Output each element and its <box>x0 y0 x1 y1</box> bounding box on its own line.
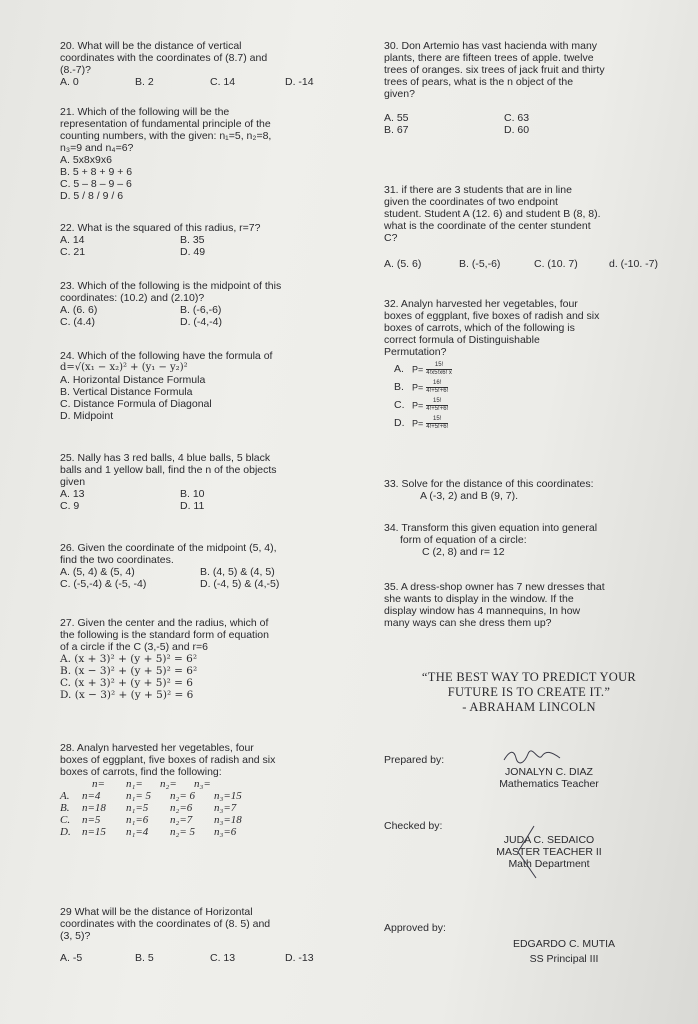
question-text: 23. Which of the following is the midpoint of this <box>60 280 282 292</box>
prepared-by-block <box>384 754 684 790</box>
options <box>60 234 360 258</box>
option-a[interactable]: A. (5. 6) <box>384 258 422 270</box>
question-text: n₃=9 and n₄=6? <box>60 142 134 154</box>
formula-prefix: P= <box>412 418 424 429</box>
question-text: 22. What is the squared of this radius, r=7? <box>60 222 261 234</box>
option-d[interactable]: D. 60 <box>504 124 530 136</box>
question-29 <box>60 906 360 964</box>
option-d[interactable]: D. (x − 3)² + (y + 5)² = 6 <box>60 689 194 701</box>
option-d[interactable]: D. (-4, 5) & (4,-5) <box>200 578 280 590</box>
numerator: 16! <box>426 380 448 388</box>
option-c[interactable]: C. 5 – 8 – 9 – 6 <box>60 178 132 190</box>
question-text: display window has 4 mannequins, In how <box>384 605 581 617</box>
option-b[interactable]: B. 10 <box>180 488 205 500</box>
option-a[interactable]: A. (5, 4) & (5, 4) <box>60 566 135 578</box>
options <box>60 952 360 964</box>
options <box>384 258 684 270</box>
cell: n₃=15 <box>214 790 242 802</box>
option-b[interactable]: B. 5 <box>135 952 154 964</box>
table-row[interactable] <box>60 802 360 814</box>
option-b[interactable]: B. 2 <box>135 76 154 88</box>
question-text: 34. Transform this given equation into general <box>384 522 598 534</box>
question-text: boxes of eggplant, five boxes of radish and six <box>60 754 276 766</box>
row-label: C. <box>60 814 71 826</box>
question-text: 35. A dress-shop owner has 7 new dresses that <box>384 581 605 593</box>
quote-author: - ABRAHAM LINCOLN <box>462 700 596 714</box>
question-text: boxes of carrots, find the following: <box>60 766 222 778</box>
option-b[interactable]: B. 35 <box>180 234 205 246</box>
header-cell: n₃= <box>194 778 211 790</box>
checked-by-department: Math Department <box>508 858 590 870</box>
option-d[interactable]: D. -13 <box>285 952 314 964</box>
cell: n₂= 6 <box>170 790 195 802</box>
cell: n₃=6 <box>214 826 237 838</box>
fraction <box>426 380 448 395</box>
question-22 <box>60 222 360 258</box>
question-20 <box>60 40 360 88</box>
question-text: (8.-7)? <box>60 64 91 76</box>
option-a[interactable]: A. 0 <box>60 76 79 88</box>
numerator: 15! <box>426 362 452 370</box>
cell: n₃=7 <box>214 802 237 814</box>
question-text: Permutation? <box>384 346 447 358</box>
fraction <box>426 362 452 377</box>
option-c[interactable]: C. (10. 7) <box>534 258 578 270</box>
options <box>384 362 684 434</box>
option-label: A. <box>394 363 404 376</box>
cell: n₂=6 <box>170 802 193 814</box>
denominator: 4!x5!x6! x <box>426 370 452 376</box>
question-text: A (-3, 2) and B (9, 7). <box>420 490 519 502</box>
option-c[interactable]: C. 14 <box>210 76 236 88</box>
question-text: 27. Given the center and the radius, which of <box>60 617 269 629</box>
option-b[interactable]: B. 5 + 8 + 9 + 6 <box>60 166 133 178</box>
numerator: 15! <box>426 398 448 406</box>
row-label: D. <box>60 826 71 838</box>
prepared-by-label: Prepared by: <box>384 754 445 766</box>
checked-by-name: JUDA C. SEDAICO <box>503 834 595 846</box>
option-b[interactable]: B. (-5,-6) <box>459 258 501 270</box>
question-text: correct formula of Distinguishable <box>384 334 540 346</box>
table-row[interactable] <box>60 826 360 838</box>
option-c[interactable]: C. 9 <box>60 500 80 512</box>
question-text: 29 What will be the distance of Horizontal <box>60 906 253 918</box>
option-label: D. <box>394 417 405 430</box>
table-row[interactable] <box>60 790 360 802</box>
option-d[interactable]: D. 49 <box>180 246 206 258</box>
option-c[interactable]: C. 21 <box>60 246 86 258</box>
option-a[interactable] <box>394 362 684 380</box>
question-text: find the two coordinates. <box>60 554 174 566</box>
option-b[interactable]: B. Vertical Distance Formula <box>60 386 193 398</box>
formula-prefix: P= <box>412 364 424 375</box>
question-text: many ways can she dress them up? <box>384 617 552 629</box>
question-32 <box>384 298 684 434</box>
option-d[interactable]: D. 5 / 8 / 9 / 6 <box>60 190 124 202</box>
option-a[interactable]: A. 14 <box>60 234 85 246</box>
question-text: student. Student A (12. 6) and student B (8, 8). <box>384 208 601 220</box>
prepared-by-name: JONALYN C. DIAZ <box>505 766 593 778</box>
question-text: the following is the standard form of equation <box>60 629 269 641</box>
question-text: given the coordinates of two endpoint <box>384 196 558 208</box>
row-label: A. <box>60 790 70 802</box>
cell: n=15 <box>82 826 106 838</box>
cell: n₁=5 <box>126 802 149 814</box>
question-27 <box>60 617 360 701</box>
denominator: 4!+5!+6! <box>426 388 449 394</box>
cell: n₂=7 <box>170 814 193 826</box>
question-text: coordinates with the coordinates of (8.7) and <box>60 52 268 64</box>
numerator: 15! <box>426 416 448 424</box>
option-a[interactable]: A. Horizontal Distance Formula <box>60 374 206 386</box>
question-text: trees of pears, what is the n object of the <box>384 76 574 88</box>
denominator: 4!+5!+6! <box>426 406 449 412</box>
question-text: 32. Analyn harvested her vegetables, four <box>384 298 578 310</box>
option-c[interactable]: C. (4.4) <box>60 316 96 328</box>
question-33 <box>384 478 684 502</box>
question-text: 20. What will be the distance of vertical <box>60 40 242 52</box>
option-a[interactable]: A. 55 <box>384 112 409 124</box>
option-c[interactable]: C. (x + 3)² + (y + 5)² = 6 <box>60 677 193 689</box>
question-text: counting numbers, with the given: n₁=5, n₂=8, <box>60 130 272 142</box>
option-a[interactable]: A. (x + 3)² + (y + 5)² = 6² <box>60 653 198 665</box>
question-24 <box>60 350 360 422</box>
option-d[interactable]: D. (-4,-4) <box>180 316 222 328</box>
prepared-by-title: Mathematics Teacher <box>499 778 599 790</box>
cell: n=4 <box>82 790 101 802</box>
question-text: given <box>60 476 86 488</box>
checked-by-block <box>384 820 684 870</box>
cell: n₂= 5 <box>170 826 195 838</box>
approved-by-name: EDGARDO C. MUTIA <box>512 938 616 950</box>
table-header <box>60 778 360 790</box>
formula-prefix: P= <box>412 400 424 411</box>
distance-formula: d=√(x₁ − x₂)² + (y₁ − y₂)² <box>60 362 188 373</box>
option-b[interactable]: B. (-6,-6) <box>180 304 222 316</box>
signature-icon <box>512 824 542 883</box>
option-d[interactable] <box>394 416 684 434</box>
quote-line: “THE BEST WAY TO PREDICT YOUR <box>421 670 637 684</box>
question-text: trees of oranges. six trees of jack fruit and thirty <box>384 64 605 76</box>
option-a[interactable]: A. 5x8x9x6 <box>60 154 112 166</box>
question-text: coordinates with the coordinates of (8. 5) and <box>60 918 271 930</box>
approved-by-title: SS Principal III <box>529 953 599 965</box>
cell: n₃=18 <box>214 814 242 826</box>
question-text: representation of fundamental principle of the <box>60 118 271 130</box>
option-b[interactable] <box>394 380 684 398</box>
question-text: 24. Which of the following have the formula of <box>60 350 273 362</box>
denominator: 4!+5!+6! <box>426 424 449 430</box>
options <box>60 304 360 328</box>
header-cell: n= <box>92 778 105 790</box>
question-text: C (2, 8) and r= 12 <box>422 546 505 558</box>
question-text: boxes of carrots, which of the following is <box>384 322 575 334</box>
question-text: 25. Nally has 3 red balls, 4 blue balls, 5 black <box>60 452 271 464</box>
question-text: she wants to display in the window. If the <box>384 593 574 605</box>
approved-by-label: Approved by: <box>384 922 446 934</box>
options <box>60 488 360 512</box>
formula-prefix: P= <box>412 382 424 393</box>
option-c[interactable]: C. 13 <box>210 952 236 964</box>
approved-by-block <box>384 922 694 965</box>
cell: n₁=4 <box>126 826 149 838</box>
row-label: B. <box>60 802 70 814</box>
question-text: 33. Solve for the distance of this coordinates: <box>384 478 594 490</box>
question-text: boxes of eggplant, five boxes of radish and six <box>384 310 600 322</box>
question-30 <box>384 40 684 136</box>
cell: n₁=6 <box>126 814 149 826</box>
question-text: C? <box>384 232 398 244</box>
fraction <box>426 416 448 431</box>
option-c[interactable] <box>394 398 684 416</box>
question-text: coordinates: (10.2) and (2.10)? <box>60 292 205 304</box>
header-cell: n₁= <box>126 778 143 790</box>
question-text: 21. Which of the following will be the <box>60 106 230 118</box>
question-text: given? <box>384 88 415 100</box>
question-text: plants, there are fifteen trees of apple. twelve <box>384 52 594 64</box>
cell: n=18 <box>82 802 106 814</box>
options <box>60 566 360 590</box>
question-21 <box>60 106 360 202</box>
option-c[interactable]: C. (-5,-4) & (-5, -4) <box>60 578 147 590</box>
question-text: 26. Given the coordinate of the midpoint (5, 4), <box>60 542 277 554</box>
question-35 <box>384 581 684 629</box>
option-a[interactable]: A. (6. 6) <box>60 304 98 316</box>
checked-by-title: MASTER TEACHER II <box>496 846 602 858</box>
question-text: 31. if there are 3 students that are in line <box>384 184 572 196</box>
question-text: balls and 1 yellow ball, find the n of the objects <box>60 464 277 476</box>
option-b[interactable]: B. (x − 3)² + (y + 5)² = 6² <box>60 665 198 677</box>
option-a[interactable]: A. 13 <box>60 488 85 500</box>
checked-by-label: Checked by: <box>384 820 443 832</box>
question-text: form of equation of a circle: <box>400 534 527 546</box>
option-c[interactable]: C. Distance Formula of Diagonal <box>60 398 212 410</box>
fraction <box>426 398 448 413</box>
options <box>384 112 684 136</box>
table-row[interactable] <box>60 814 360 826</box>
question-31 <box>384 184 684 270</box>
question-26 <box>60 542 360 590</box>
header-cell: n₂= <box>160 778 177 790</box>
question-text: what is the coordinate of the center stundent <box>384 220 591 232</box>
question-28 <box>60 742 360 838</box>
option-d[interactable]: D. 11 <box>180 500 205 512</box>
options <box>60 76 360 88</box>
option-b[interactable]: B. 67 <box>384 124 409 136</box>
option-d[interactable]: d. (-10. -7) <box>609 258 659 270</box>
cell: n₁= 5 <box>126 790 151 802</box>
option-c[interactable]: C. 63 <box>504 112 530 124</box>
question-text: (3, 5)? <box>60 930 91 942</box>
question-text: 28. Analyn harvested her vegetables, four <box>60 742 254 754</box>
question-23 <box>60 280 360 328</box>
question-25 <box>60 452 360 512</box>
question-text: of a circle if the C (3,-5) and r=6 <box>60 641 208 653</box>
quote <box>384 670 674 715</box>
question-34 <box>384 522 684 558</box>
option-label: B. <box>394 381 404 394</box>
cell: n=5 <box>82 814 101 826</box>
option-d[interactable]: D. Midpoint <box>60 410 114 422</box>
option-a[interactable]: A. -5 <box>60 952 83 964</box>
option-b[interactable]: B. (4, 5) & (4, 5) <box>200 566 275 578</box>
quote-line: FUTURE IS TO CREATE IT.” <box>447 685 611 699</box>
option-d[interactable]: D. -14 <box>285 76 314 88</box>
question-text: 30. Don Artemio has vast hacienda with many <box>384 40 598 52</box>
option-label: C. <box>394 399 405 412</box>
